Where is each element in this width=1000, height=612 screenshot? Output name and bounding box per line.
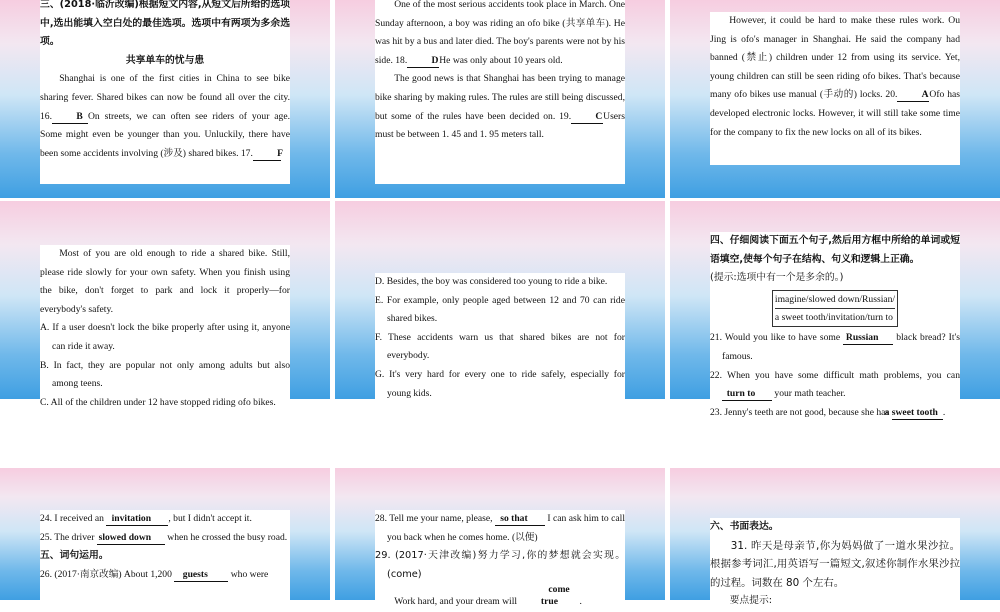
slide-2-card xyxy=(375,0,625,184)
section-4-tip: (提示:选项中有一个是多余的。) xyxy=(710,272,844,284)
answer-21: Russian xyxy=(843,332,893,345)
slide-1-card xyxy=(40,0,290,184)
question-29-answer: Work hard, and your dream will come true . xyxy=(394,584,582,608)
passage-title: 共享单车的忧与患 xyxy=(125,54,205,66)
answer-26: guests xyxy=(174,569,228,582)
passage-paragraph: Shanghai is one of the first cities in China to see bike sharing fever. Shared bikes can now be found all over the city. 16. B On streets, we can often see riders of your age. Some might even be younger than you. Unluckily, there have been some accidents involving (涉及) shared bikes. 17. F xyxy=(40,73,290,159)
option-a: A. If a user doesn't lock the bike properly after using it, anyone can ride it away. xyxy=(40,322,290,352)
question-31: 31. 昨天是母亲节,你为妈妈做了一道水果沙拉。根据参考词汇,用英语写一篇短文,叙述你制作水果沙拉的过程。词数在 80 个左右。 xyxy=(710,539,960,589)
answer-18: D xyxy=(407,55,439,68)
word-box xyxy=(772,290,898,327)
slide-6-card xyxy=(710,232,960,452)
answer-22: turn to xyxy=(722,388,772,401)
passage-paragraph: One of the most serious accidents took place in March. One Sunday afternoon, a boy was riding an ofo bike (共享单车). He was hit by a bus and later died. The boy's parents were not by his side. 18. DHe was only about 10 years old. xyxy=(375,0,625,66)
answer-20: A xyxy=(897,89,929,102)
option-c: C. All of the children under 12 have stopped riding ofo bikes. xyxy=(40,396,276,408)
slide-8[interactable] xyxy=(335,468,665,608)
slide-4-card xyxy=(40,245,290,435)
question-22: 22. When you have some difficult math problems, you can turn to your math teacher. xyxy=(710,369,960,400)
slide-9-card xyxy=(710,518,960,608)
option-e: E. For example, only people aged between 12 and 70 can ride shared bikes. xyxy=(375,294,625,325)
answer-19: C xyxy=(571,111,603,124)
passage-paragraph: However, it could be hard to make these rules work. Ou Jing is ofo's manager in Shanghai. He said the company had banned (禁止) children under 12 from using its service. Yet, young children can still be seen riding ofo bikes. That's because many ofo bikes use manual (手动的) locks. 20. AOfo has developed electronic locks. However, it will still take some time for the company to fix the new locks on all of its bikes. xyxy=(710,15,961,138)
word-box-line-2: a sweet tooth/invitation/turn to xyxy=(775,308,895,326)
option-b: B. In fact, they are popular not only among adults but also among teens. xyxy=(40,359,290,390)
answer-29: come true xyxy=(540,584,570,608)
question-28: 28. Tell me your name, please, so that I can ask him to call you back when he comes home. (以便) xyxy=(375,513,625,543)
slide-1[interactable] xyxy=(0,0,330,198)
slide-5-card xyxy=(375,273,625,407)
question-23: 23. Jenny's teeth are not good, because she has a sweet tooth . xyxy=(710,406,946,418)
question-24: 24. I received an invitation , but I didn't accept it. xyxy=(40,513,252,524)
slide-7-card xyxy=(40,510,290,610)
section-3-instructions: 三、(2018·临沂改编)根据短文内容,从短文后所给的选项中,选出能填入空白处的最佳选项。选项中有两项为多余选项。 xyxy=(40,0,290,48)
word-box-wrapper xyxy=(710,290,960,328)
slide-5[interactable] xyxy=(335,201,665,399)
answer-17: F xyxy=(253,148,281,161)
answer-23: a sweet tooth xyxy=(892,407,943,420)
passage-paragraph: Most of you are old enough to ride a shared bike. Still, please ride slowly for your own safety. When you finish using the bike, don't forget to park and lock it properly—for everybody's safety. xyxy=(40,248,290,315)
question-26: 26. (2017·南京改编) About 1,200 guests who were xyxy=(40,568,269,580)
question-29: 29. (2017·天津改编)努力学习,你的梦想就会实现。(come) xyxy=(375,550,625,580)
slide-3[interactable] xyxy=(670,0,1000,198)
question-25: 25. The driver slowed down when he crossed the busy road. xyxy=(40,531,288,543)
slide-2[interactable] xyxy=(335,0,665,198)
option-f: F. These accidents warn us that shared bikes are not for everybody. xyxy=(375,331,625,362)
passage-paragraph: The good news is that Shanghai has been trying to manage bike sharing by making rules. The rules are still being discussed, but some of the rules have been decided on. 19. CUsers must be between 1. 45 and 1. 95 meters tall. xyxy=(375,73,625,141)
slide-3-card xyxy=(710,12,960,165)
slide-8-card xyxy=(375,510,625,610)
answer-25: slowed down xyxy=(97,532,165,545)
section-5-heading: 五、词句运用。 xyxy=(40,550,109,562)
option-d: D. Besides, the boy was considered too young to ride a bike. xyxy=(375,276,608,287)
section-4-instructions: 四、仔细阅读下面五个句子,然后用方框中所给的单词或短语填空,使每个句子在结构、句义和逻辑上正确。 xyxy=(710,235,960,265)
slide-4[interactable] xyxy=(0,201,330,408)
answer-28: so that xyxy=(495,513,545,526)
answer-24: invitation xyxy=(106,513,168,526)
option-g: G. It's very hard for every one to ride safely, especially for young kids. xyxy=(375,368,625,399)
word-box-line-1: imagine/slowed down/Russian/ xyxy=(774,293,896,305)
hint-label: 要点提示: xyxy=(729,595,773,607)
section-6-heading: 六、书面表达。 xyxy=(710,521,779,532)
slide-7[interactable] xyxy=(0,468,330,600)
slide-6[interactable] xyxy=(670,201,1000,418)
slide-9[interactable] xyxy=(670,468,1000,607)
question-21: 21. Would you like to have some Russian black bread? It's famous. xyxy=(710,332,960,362)
answer-16: B xyxy=(52,111,88,124)
